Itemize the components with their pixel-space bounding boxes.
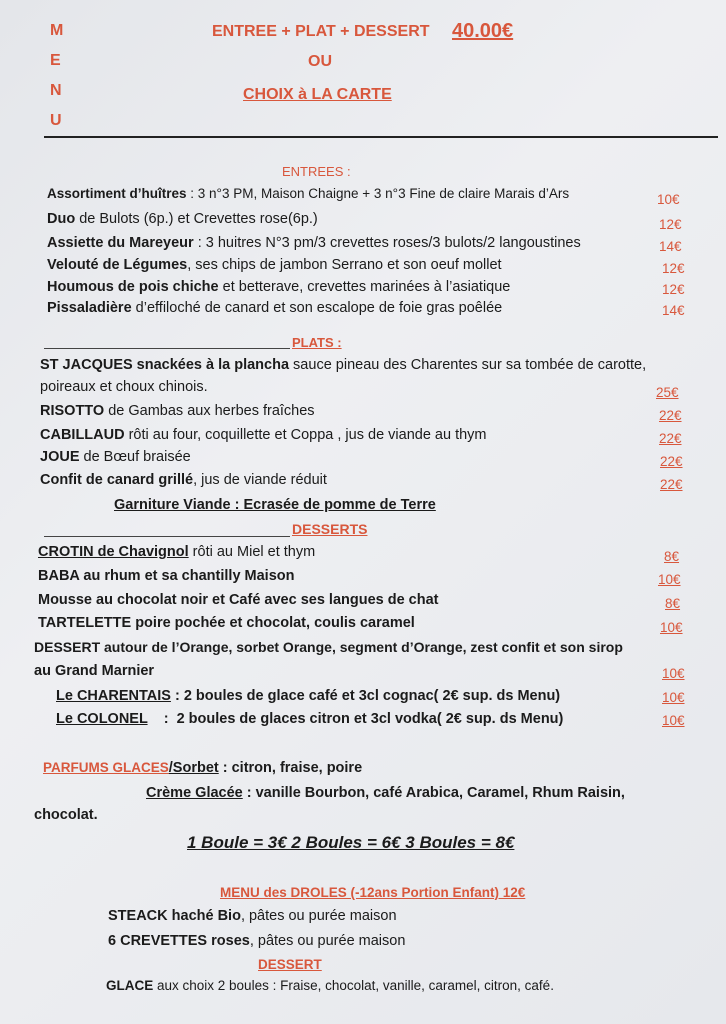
dessert-item-5: DESSERT autour de l’Orange, sorbet Orange, segment d’Orange, zest confit et son sirop <box>34 639 623 655</box>
plat-price-1: 25€ <box>656 385 679 400</box>
dessert-price-1: 8€ <box>664 549 680 564</box>
glace-prices: 1 Boule = 3€ 2 Boules = 6€ 3 Boules = 8€ <box>187 833 515 852</box>
creme-glacee-line: Crème Glacée : vanille Bourbon, café Arabica, Caramel, Rhum Raisin, <box>146 785 625 801</box>
menu-letter-m: M <box>50 22 64 39</box>
or-text: OU <box>308 53 332 70</box>
menu-letter-n: N <box>50 82 62 99</box>
dessert-price-3: 8€ <box>665 596 681 611</box>
droles-title: MENU des DROLES (-12ans Portion Enfant) 12€ <box>220 885 526 900</box>
droles-item-1: STEACK haché Bio, pâtes ou purée maison <box>108 908 397 924</box>
dessert-price-4: 10€ <box>660 620 683 635</box>
entree-item-3: Assiette du Mareyeur : 3 huitres N°3 pm/3 crevettes roses/3 bulots/2 langoustines <box>47 235 581 251</box>
dessert-item-6: Le CHARENTAIS : 2 boules de glace café et 3cl cognac( 2€ sup. ds Menu) <box>56 688 561 704</box>
plat-item-1-line2: poireaux et choux chinois. <box>40 379 208 395</box>
plat-item-1: ST JACQUES snackées à la plancha sauce pineau des Charentes sur sa tombée de carotte, <box>40 357 647 373</box>
header-divider <box>44 136 718 138</box>
entree-price-2: 12€ <box>659 217 682 232</box>
plat-price-4: 22€ <box>660 454 683 469</box>
parfums-glaces-line: PARFUMS GLACES/Sorbet : citron, fraise, poire <box>43 760 363 776</box>
dessert-item-4: TARTELETTE poire pochée et chocolat, coulis caramel <box>38 615 415 631</box>
garniture-note: Garniture Viande : Ecrasée de pomme de Terre <box>114 497 436 513</box>
entree-item-2: Duo de Bulots (6p.) et Crevettes rose(6p.) <box>47 211 318 227</box>
entree-price-3: 14€ <box>659 239 682 254</box>
dessert-item-7: Le COLONEL : 2 boules de glaces citron et 3cl vodka( 2€ sup. ds Menu) <box>56 711 564 727</box>
dessert-price-2: 10€ <box>658 572 681 587</box>
droles-item-2: 6 CREVETTES roses, pâtes ou purée maison <box>108 933 406 949</box>
entree-item-5: Houmous de pois chiche et betterave, crevettes marinées à l’asiatique <box>47 279 511 295</box>
entree-item-4: Velouté de Légumes, ses chips de jambon Serrano et son oeuf mollet <box>47 257 502 273</box>
entree-price-4: 12€ <box>662 261 685 276</box>
plat-price-2: 22€ <box>659 408 682 423</box>
plat-item-4: JOUE de Bœuf braisée <box>40 449 191 465</box>
plat-price-3: 22€ <box>659 431 682 446</box>
formula-title: ENTREE + PLAT + DESSERT <box>212 23 430 40</box>
entree-price-6: 14€ <box>662 303 685 318</box>
dessert-price-6: 10€ <box>662 690 685 705</box>
droles-dessert-title: DESSERT <box>258 957 322 972</box>
entree-price-1: 10€ <box>657 192 680 207</box>
plat-item-2: RISOTTO de Gambas aux herbes fraîches <box>40 403 315 419</box>
entrees-title: ENTREES : <box>282 164 351 179</box>
carte-title: CHOIX à LA CARTE <box>243 86 392 103</box>
dessert-price-7: 10€ <box>662 713 685 728</box>
desserts-title: DESSERTS <box>292 521 368 537</box>
dessert-item-2: BABA au rhum et sa chantilly Maison <box>38 568 295 584</box>
plats-rule <box>44 348 290 349</box>
dessert-item-3: Mousse au chocolat noir et Café avec ses langues de chat <box>38 592 439 608</box>
dessert-price-5: 10€ <box>662 666 685 681</box>
creme-glacee-line2: chocolat. <box>34 807 98 823</box>
entree-item-1: Assortiment d’huîtres : 3 n°3 PM, Maison Chaigne + 3 n°3 Fine de claire Marais d’Ars <box>47 186 570 201</box>
menu-letter-u: U <box>50 112 62 129</box>
desserts-rule <box>44 536 290 537</box>
entree-item-6: Pissaladière d’effiloché de canard et son escalope de foie gras poêlée <box>47 300 503 316</box>
dessert-item-5-line2: au Grand Marnier <box>34 663 155 679</box>
plats-title: PLATS : <box>292 335 342 350</box>
plat-item-5: Confit de canard grillé, jus de viande réduit <box>40 472 327 488</box>
plat-price-5: 22€ <box>660 477 683 492</box>
menu-letter-e: E <box>50 52 61 69</box>
formula-price: 40.00€ <box>452 20 514 42</box>
entree-price-5: 12€ <box>662 282 685 297</box>
dessert-item-1: CROTIN de Chavignol rôti au Miel et thym <box>38 544 316 560</box>
plat-item-3: CABILLAUD rôti au four, coquillette et Coppa , jus de viande au thym <box>40 427 487 443</box>
droles-glace: GLACE aux choix 2 boules : Fraise, chocolat, vanille, caramel, citron, café. <box>106 978 554 993</box>
